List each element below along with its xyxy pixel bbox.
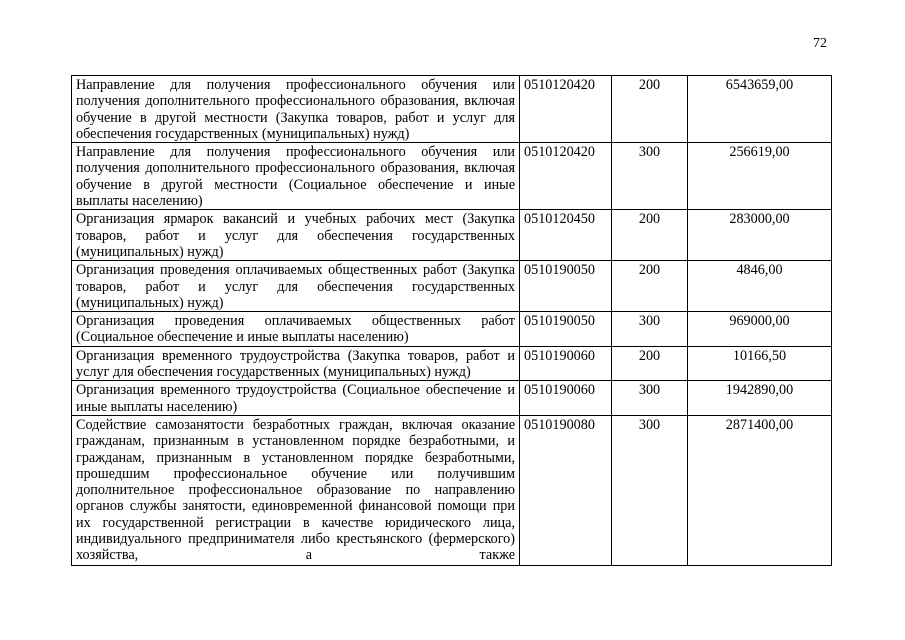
row-target-code: 0510120420	[520, 143, 612, 210]
row-amount: 4846,00	[688, 261, 832, 312]
table-row	[72, 76, 832, 143]
table-row	[72, 143, 832, 210]
row-target-code: 0510190080	[520, 415, 612, 565]
table-row	[72, 261, 832, 312]
table-row	[72, 415, 832, 565]
row-description: Организация временного трудоустройства (Закупка товаров, работ и услуг для обеспечения государственных (муниципальных) нужд)	[72, 346, 520, 381]
page-number: 72	[813, 36, 827, 51]
row-expense-type: 200	[612, 261, 688, 312]
row-description: Направление для получения профессионального обучения или получения дополнительного профессионального образования, включая обучение в другой местности (Закупка товаров, работ и услуг для обеспечения государственных (муниципальных) нужд)	[72, 76, 520, 143]
budget-table	[71, 75, 832, 566]
row-target-code: 0510190050	[520, 261, 612, 312]
row-description: Организация проведения оплачиваемых общественных работ (Закупка товаров, работ и услуг для обеспечения государственных (муниципальных) нужд)	[72, 261, 520, 312]
row-target-code: 0510190050	[520, 312, 612, 347]
row-amount: 256619,00	[688, 143, 832, 210]
row-target-code: 0510120450	[520, 210, 612, 261]
row-description: Организация ярмарок вакансий и учебных рабочих мест (Закупка товаров, работ и услуг для обеспечения государственных (муниципальных) нужд)	[72, 210, 520, 261]
row-target-code: 0510190060	[520, 381, 612, 416]
row-description: Организация временного трудоустройства (Социальное обеспечение и иные выплаты населению)	[72, 381, 520, 416]
row-expense-type: 300	[612, 312, 688, 347]
row-target-code: 0510190060	[520, 346, 612, 381]
row-amount: 6543659,00	[688, 76, 832, 143]
row-description: Организация проведения оплачиваемых общественных работ (Социальное обеспечение и иные выплаты населению)	[72, 312, 520, 347]
row-expense-type: 300	[612, 381, 688, 416]
row-amount: 1942890,00	[688, 381, 832, 416]
row-amount: 969000,00	[688, 312, 832, 347]
row-description: Содействие самозанятости безработных граждан, включая оказание гражданам, признанным в установленном порядке безработными, и гражданам, признанным в установленном порядке безработными, прошедшим профессиональное обучение или получившим дополнительное профессиональное образование по направлению органов службы занятости, единовременной финансовой помощи при их государственной регистрации в качестве юридического лица, индивидуального предпринимателя либо крестьянского (фермерского) хозяйства, а также	[72, 415, 520, 565]
table-row	[72, 312, 832, 347]
row-expense-type: 300	[612, 143, 688, 210]
table-row	[72, 381, 832, 416]
row-expense-type: 300	[612, 415, 688, 565]
row-amount: 10166,50	[688, 346, 832, 381]
table-row	[72, 210, 832, 261]
row-description: Направление для получения профессионального обучения или получения дополнительного профессионального образования, включая обучение в другой местности (Социальное обеспечение и иные выплаты населению)	[72, 143, 520, 210]
row-expense-type: 200	[612, 210, 688, 261]
row-amount: 283000,00	[688, 210, 832, 261]
row-expense-type: 200	[612, 76, 688, 143]
row-amount: 2871400,00	[688, 415, 832, 565]
row-target-code: 0510120420	[520, 76, 612, 143]
row-expense-type: 200	[612, 346, 688, 381]
table-row	[72, 346, 832, 381]
